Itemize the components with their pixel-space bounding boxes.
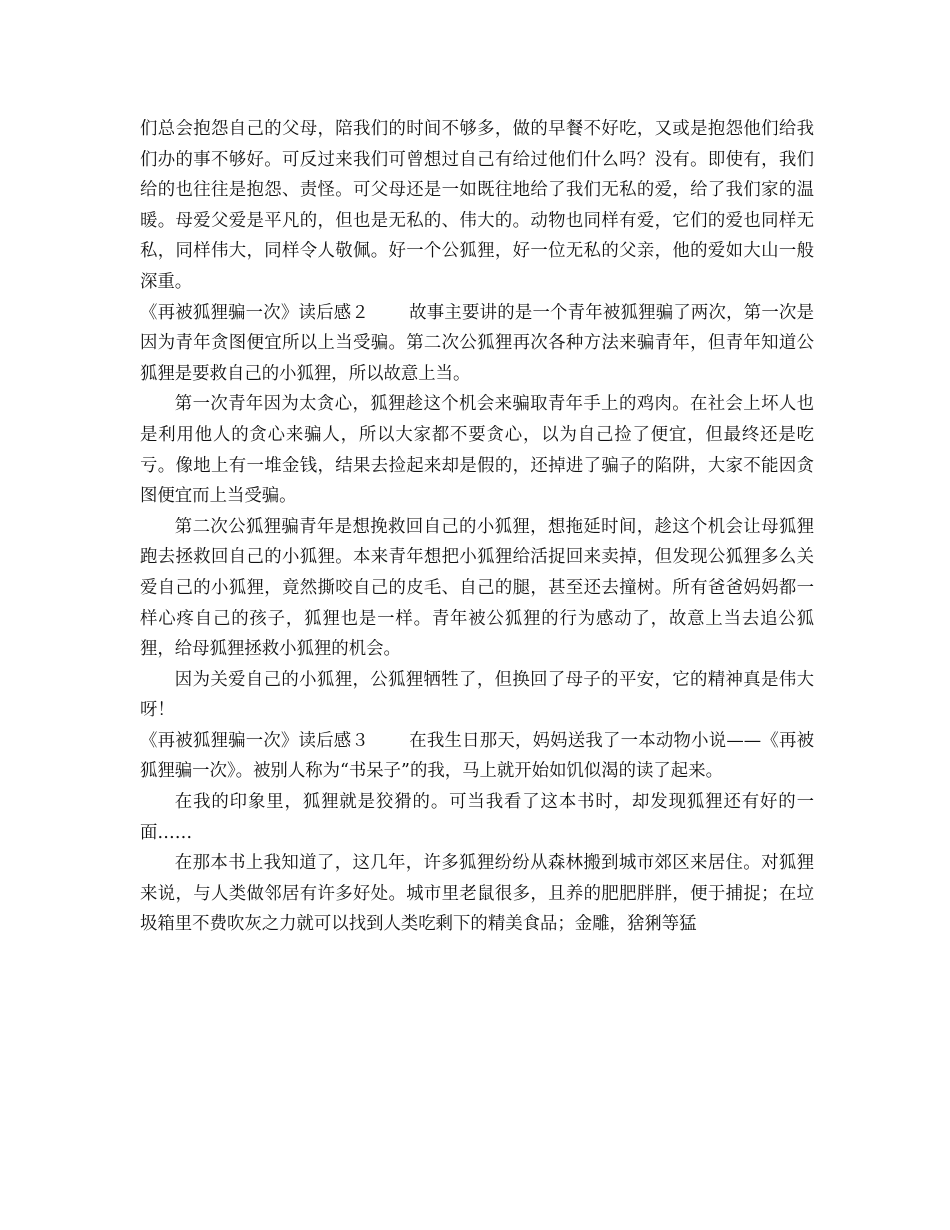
- essay2-paragraph-1: 第一次青年因为太贪心，狐狸趁这个机会来骗取青年手上的鸡肉。在社会上坏人也是利用他人的贪心来骗人，所以大家都不要贪心，以为自己捡了便宜，但最终还是吃亏。像地上有一堆金钱，结果去捡起来却是假的，还掉进了骗子的陷阱，大家不能因贪图便宜而上当受骗。: [140, 394, 814, 507]
- essay3-paragraph-2: 在那本书上我知道了，这几年，许多狐狸纷纷从森林搬到城市郊区来居住。对狐狸来说，与人类做邻居有许多好处。城市里老鼠很多，且养的肥肥胖胖，便于捕捉；在垃圾箱里不费吹灰之力就可以找到人类吃剩下的精美食品；金雕，猞猁等猛: [140, 853, 814, 935]
- essay2-heading-paragraph: [140, 298, 814, 390]
- essay3-heading-paragraph: [140, 726, 814, 787]
- essay2-paragraph-2: 第二次公狐狸骗青年是想挽救回自己的小狐狸，想拖延时间，趁这个机会让母狐狸跑去拯救回自己的小狐狸。本来青年想把小狐狸给活捉回来卖掉，但发现公狐狸多么关爱自己的小狐狸，竟然撕咬自己的皮毛、自己的腿，甚至还去撞树。所有爸爸妈妈都一样心疼自己的孩子，狐狸也是一样。青年被公狐狸的行为感动了，故意上当去追公狐狸，给母狐狸拯救小狐狸的机会。: [140, 516, 814, 660]
- document-body: [140, 114, 814, 940]
- essay2-intro: 故事主要讲的是一个青年被狐狸骗了两次，第一次是因为青年贪图便宜所以上当受骗。第二次公狐狸再次各种方法来骗青年，但青年知道公狐狸是要救自己的小狐狸，所以故意上当。: [140, 302, 814, 384]
- essay3-intro: 在我生日那天，妈妈送我了一本动物小说——《再被狐狸骗一次》。被别人称为“书呆子”的我，马上就开始如饥似渴的读了起来。: [140, 730, 814, 782]
- essay2-heading: 《再被狐狸骗一次》读后感２: [140, 302, 369, 323]
- essay1-closing-paragraph: 们总会抱怨自己的父母，陪我们的时间不够多，做的早餐不好吃，又或是抱怨他们给我们办的事不够好。可反过来我们可曾想过自己有给过他们什么吗？没有。即使有，我们给的也往往是抱怨、责怪。可父母还是一如既往地给了我们无私的爱，给了我们家的温暖。母爱父爱是平凡的，但也是无私的、伟大的。动物也同样有爱，它们的爱也同样无私，同样伟大，同样令人敬佩。好一个公狐狸，好一位无私的父亲，他的爱如大山一般深重。: [140, 119, 814, 292]
- essay3-paragraph-1: 在我的印象里，狐狸就是狡猾的。可当我看了这本书时，却发现狐狸还有好的一面……: [140, 792, 814, 843]
- essay2-paragraph-3: 因为关爱自己的小狐狸，公狐狸牺牲了，但换回了母子的平安，它的精神真是伟大呀！: [140, 669, 814, 721]
- essay3-heading: 《再被狐狸骗一次》读后感３: [140, 730, 370, 751]
